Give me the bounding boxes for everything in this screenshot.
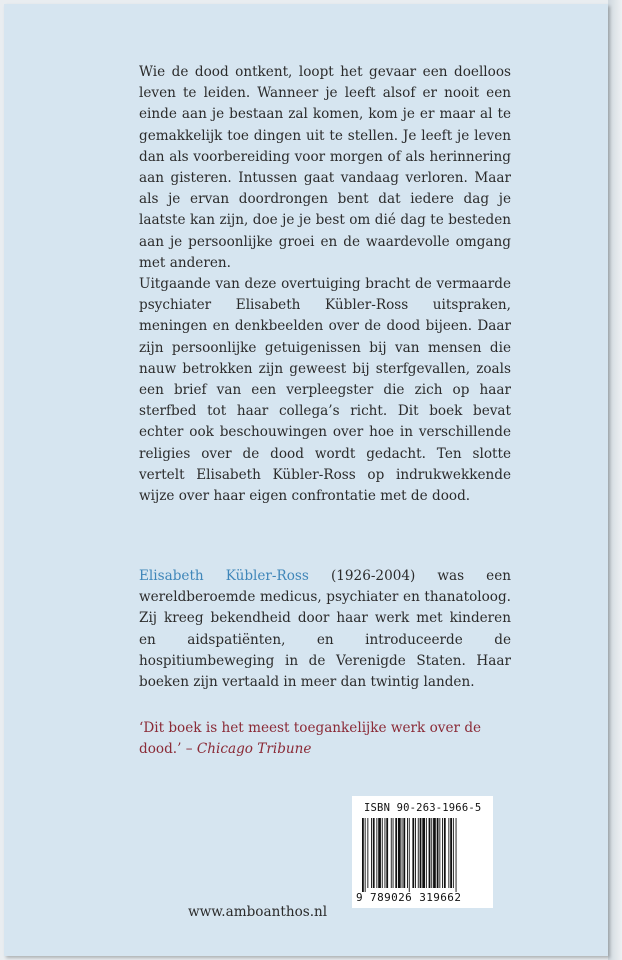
barcode-bar xyxy=(418,818,419,888)
barcode-bar xyxy=(373,818,375,888)
barcode-bar xyxy=(439,818,440,888)
ean-number: 9 789026 319662 xyxy=(356,891,462,904)
barcode-bar xyxy=(398,818,401,888)
barcode-bar xyxy=(378,818,381,888)
quote-source: Chicago Tribune xyxy=(196,741,312,758)
barcode-bar xyxy=(409,818,410,892)
barcode-bar xyxy=(426,818,427,888)
blurb-paragraph-2: Uitgaande van deze overtuiging bracht de vermaarde psychiater Elisabeth Kübler-Ross uitspraken, meningen en denkbeelden over de dood bijeen. Daar zijn persoonlijke getuigenissen bij van mensen die nauw betrokken zijn geweest bij sterfgevallen, zoals een brief van een verpleegster die zich op haar sterfbed tot haar collega’s richt. Dit boek bevat echter ook beschouwingen over hoe in verschillende religies over de dood wordt gedacht. Ten slotte vertelt Elisabeth Kübler-Ross op indrukwekkende wijze over haar eigen confrontatie met de dood. xyxy=(139,276,511,505)
barcode-bar xyxy=(420,818,422,888)
barcode-bar xyxy=(407,818,408,888)
barcode-bar xyxy=(376,818,377,888)
barcode-bar xyxy=(393,818,394,888)
barcode-bar xyxy=(433,818,436,888)
author-name: Elisabeth Kübler-Ross xyxy=(139,568,309,584)
barcode-bar xyxy=(450,818,452,888)
barcode-bar xyxy=(385,818,386,888)
barcode-bar xyxy=(365,818,366,892)
barcode-bar xyxy=(444,818,446,888)
barcode-bar xyxy=(386,818,388,888)
quote-text: ‘Dit boek is het meest toegankelijke werk over de dood.’ – xyxy=(139,720,482,758)
barcode-bar xyxy=(391,818,392,888)
barcode-bar xyxy=(442,818,443,888)
barcode-bar xyxy=(453,818,454,888)
barcode-bar xyxy=(456,818,457,892)
barcode-bar xyxy=(403,818,405,888)
barcode-bar xyxy=(429,818,431,888)
publisher-website: www.amboanthos.nl xyxy=(188,904,328,920)
barcode-bar xyxy=(412,818,414,888)
barcode-bar xyxy=(395,818,397,888)
author-bio xyxy=(139,566,511,693)
barcode-bar xyxy=(362,818,364,892)
barcode-bar xyxy=(431,818,432,888)
barcode-bar xyxy=(371,818,372,888)
barcode-bar xyxy=(422,818,425,888)
barcode-bar xyxy=(437,818,439,888)
barcode-bar xyxy=(448,818,449,888)
isbn-text: ISBN 90-263-1966-5 xyxy=(364,802,482,814)
author-bio-text: (1926-2004) was een wereldberoemde medicus, psychiater en thanatoloog. Zij kreeg bekendheid door haar werk met kinderen en aidspatiënten, en introduceerde de hospitiumbeweging in de Verenigde Staten. Haar boeken zijn vertaald in meer dan twintig landen. xyxy=(139,568,511,691)
review-quote xyxy=(139,718,511,760)
barcode-bar xyxy=(367,818,368,888)
barcode-bar xyxy=(382,818,383,888)
page-edge xyxy=(608,0,622,960)
barcode-bars xyxy=(362,818,484,892)
barcode-bar xyxy=(402,818,403,888)
blurb-paragraph-1: Wie de dood ontkent, loopt het gevaar een doelloos leven te leiden. Wanneer je leeft alsof er nooit een einde aan je bestaan zal komen, kom je er maar al te gemakkelijk toe dingen uit te stellen. Je leeft je leven dan als voorbereiding voor morgen of als herinnering aan gisteren. Intussen gaat vandaag verloren. Maar als je ervan doordrongen bent dat iedere dag je laatste kan zijn, doe je je best om dié dag te besteden aan je persoonlijke groei en de waardevolle omgang met anderen. xyxy=(139,64,511,271)
blurb xyxy=(139,62,511,507)
barcode-bar xyxy=(415,818,416,888)
barcode-label xyxy=(352,796,493,908)
